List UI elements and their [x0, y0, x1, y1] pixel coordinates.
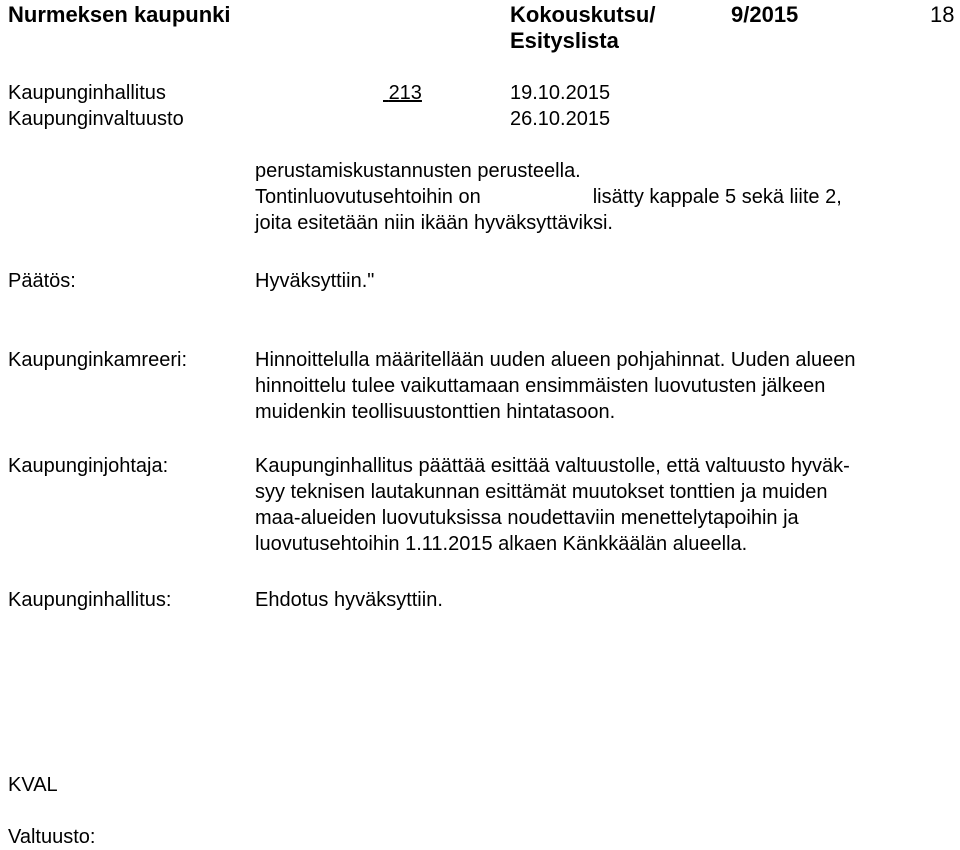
johtaja-line-4: luovutusehtoihin 1.11.2015 alkaen Känkkäälän alueella.: [255, 533, 748, 555]
meeting-body-1: Kaupunginhallitus: [8, 82, 166, 104]
kamreeri-line-3: muidenkin teollisuustonttien hintatasoon.: [255, 401, 616, 423]
intro-paragraph: [255, 158, 935, 236]
hallitus-text: Ehdotus hyväksyttiin.: [255, 589, 443, 611]
footer-code: KVAL: [8, 774, 58, 796]
kamreeri-line-2: hinnoittelu tulee vaikuttamaan ensimmäisten luovutusten jälkeen: [255, 375, 826, 397]
kamreeri-line-1: Hinnoittelulla määritellään uuden alueen pohjahinnat. Uuden alueen: [255, 349, 856, 371]
intro-line-2: Tontinluovutusehtoihin on lisätty kappale 5 sekä liite 2,: [255, 186, 842, 208]
doc-type-line1: Kokouskutsu/: [510, 2, 656, 27]
valtuusto-label: Valtuusto:: [8, 826, 96, 848]
meeting-body-2: Kaupunginvaltuusto: [8, 108, 184, 130]
issue-number: 9/2015: [731, 2, 799, 27]
hallitus-label: Kaupunginhallitus:: [8, 589, 172, 611]
meeting-number-1: 213: [388, 82, 422, 104]
intro-line-1: perustamiskustannusten perusteella.: [255, 160, 581, 182]
kamreeri-label: Kaupunginkamreeri:: [8, 349, 187, 371]
city-name: Nurmeksen kaupunki: [8, 2, 231, 27]
intro-line-3: joita esitetään niin ikään hyväksyttäviksi.: [255, 212, 613, 234]
johtaja-label: Kaupunginjohtaja:: [8, 455, 169, 477]
johtaja-line-2: syy teknisen lautakunnan esittämät muutokset tonttien ja muiden: [255, 481, 828, 503]
kamreeri-paragraph: [255, 347, 935, 425]
johtaja-line-3: maa-alueiden luovutuksissa noudettaviin menettelytapoihin ja: [255, 507, 799, 529]
decision-text: Hyväksyttiin.": [255, 270, 375, 292]
meeting-date-2: 26.10.2015: [510, 108, 611, 130]
johtaja-paragraph: [255, 453, 935, 557]
meeting-date-1: 19.10.2015: [510, 82, 611, 104]
decision-label: Päätös:: [8, 270, 76, 292]
doc-type-line2: Esityslista: [510, 28, 619, 53]
page-number: 18: [930, 2, 955, 27]
johtaja-line-1: Kaupunginhallitus päättää esittää valtuustolle, että valtuusto hyväk-: [255, 455, 850, 477]
